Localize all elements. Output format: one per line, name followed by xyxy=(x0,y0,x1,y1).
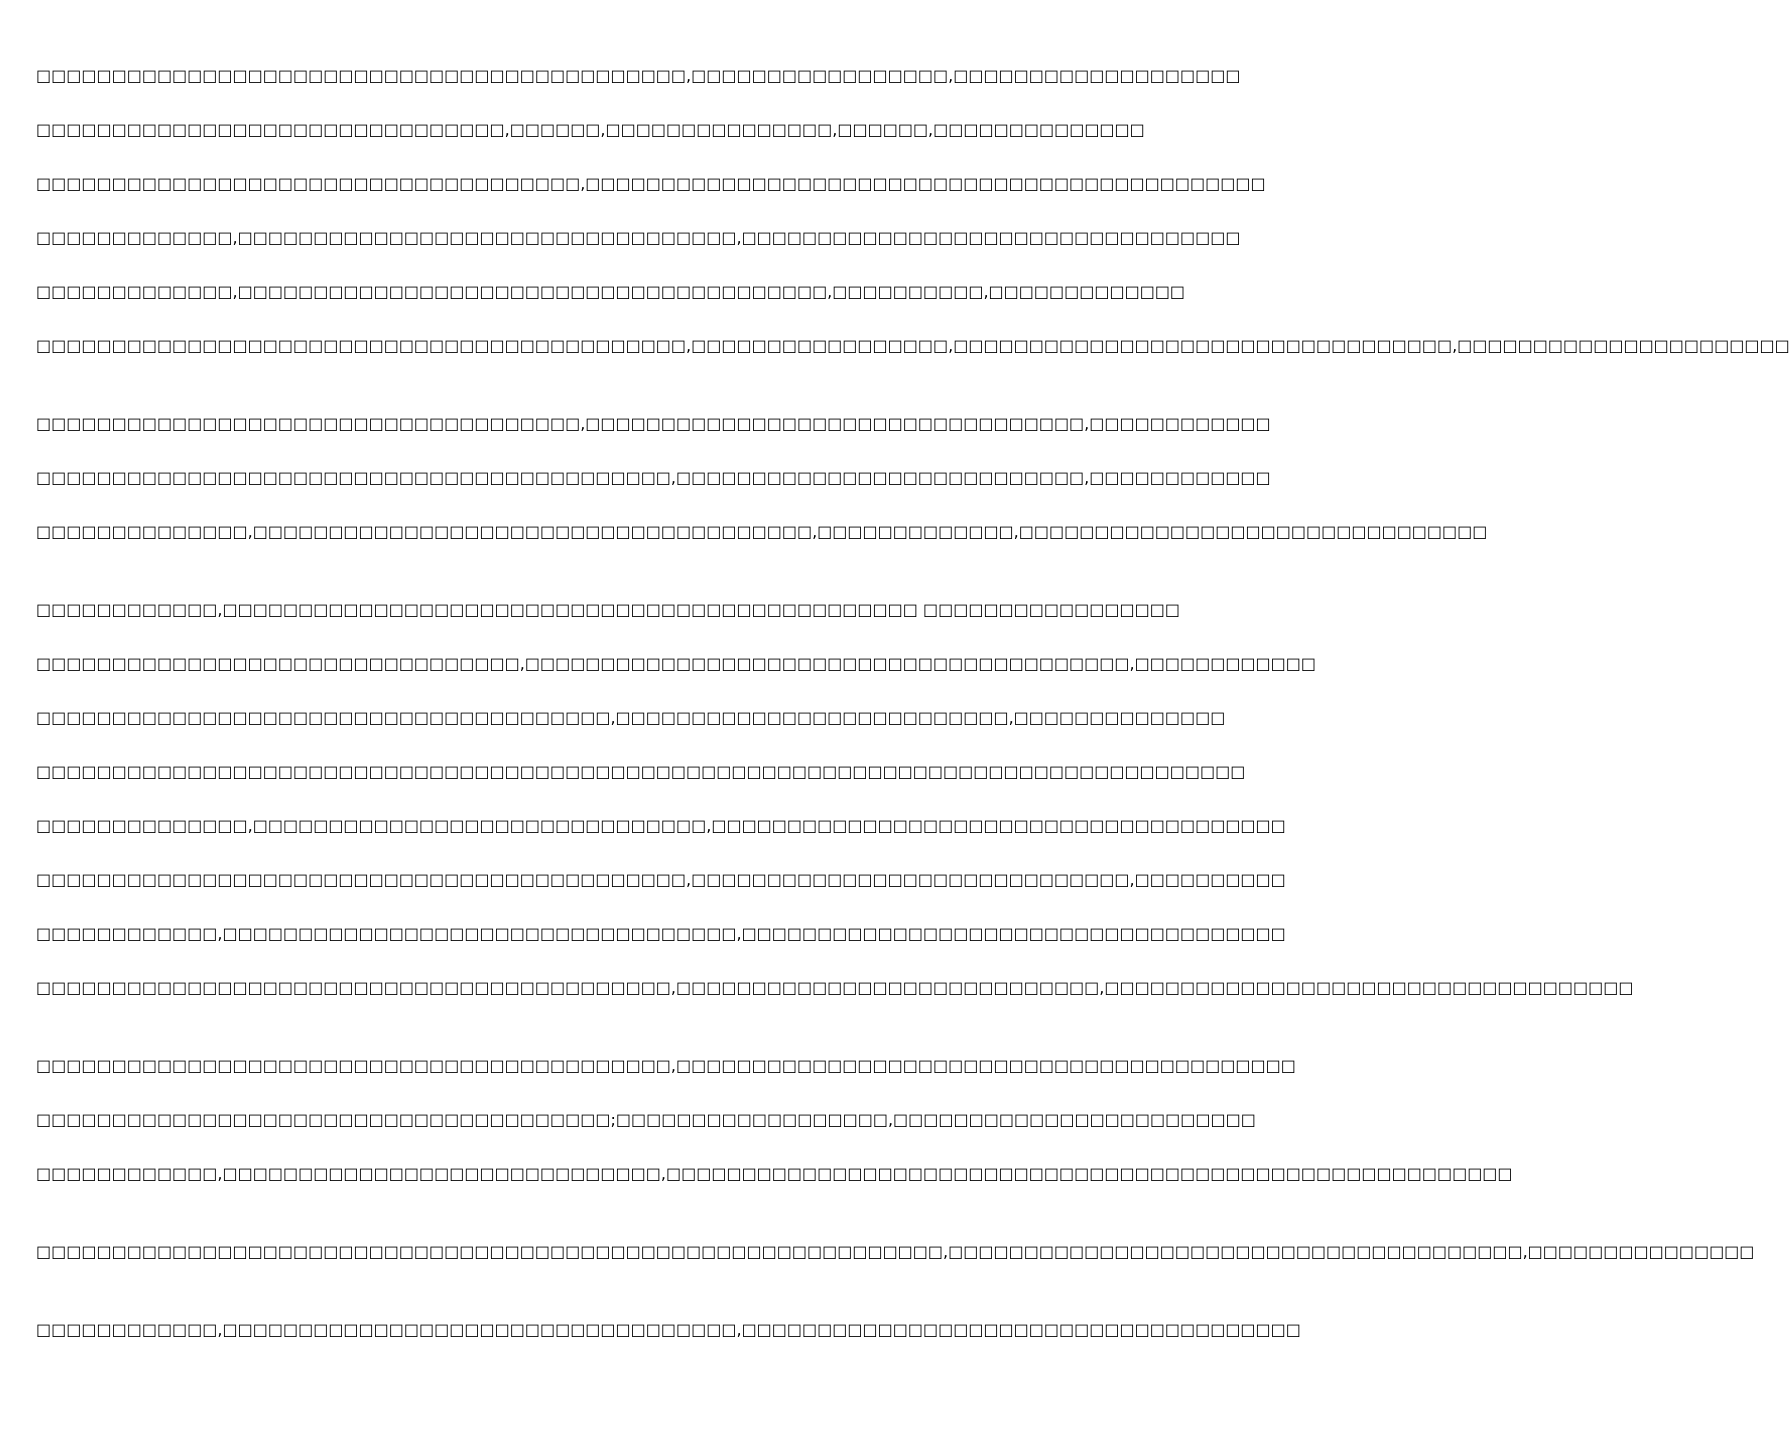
paragraph-14: □□□□□□□□□□□□□□,□□□□□□□□□□□□□□□□□□□□□□□□□□□□□□,□□□□□□□□□□□□□□□□□□□□□□□□□□□□□□□□□□□□□□ xyxy=(36,816,1286,835)
paragraph-1: □□□□□□□□□□□□□□□□□□□□□□□□□□□□□□□□□□□□□□□□□□□,□□□□□□□□□□□□□□□□□,□□□□□□□□□□□□□□□□□□□ xyxy=(36,66,1241,85)
paragraph-20: □□□□□□□□□□□□,□□□□□□□□□□□□□□□□□□□□□□□□□□□□□,□□□□□□□□□□□□□□□□□□□□□□□□□□□□□□□□□□□□□□□□□□□□□□□□□□□□□□□□ xyxy=(36,1164,1513,1183)
paragraph-22: □□□□□□□□□□□□,□□□□□□□□□□□□□□□□□□□□□□□□□□□□□□□□□□,□□□□□□□□□□□□□□□□□□□□□□□□□□□□□□□□□□□□□ xyxy=(36,1320,1301,1339)
paragraph-13: □□□□□□□□□□□□□□□□□□□□□□□□□□□□□□□□□□□□□□□□□□□□□□□□□□□□□□□□□□□□□□□□□□□□□□□□□□□□□□□□ xyxy=(36,762,1246,781)
paragraph-3: □□□□□□□□□□□□□□□□□□□□□□□□□□□□□□□□□□□□,□□□□□□□□□□□□□□□□□□□□□□□□□□□□□□□□□□□□□□□□□□□□□ xyxy=(36,174,1266,193)
paragraph-9: □□□□□□□□□□□□□□,□□□□□□□□□□□□□□□□□□□□□□□□□□□□□□□□□□□□□,□□□□□□□□□□□□□,□□□□□□□□□□□□□□□□□□□□□□□□□□□□□□□ xyxy=(36,522,1488,541)
paragraph-11: □□□□□□□□□□□□□□□□□□□□□□□□□□□□□□□□,□□□□□□□□□□□□□□□□□□□□□□□□□□□□□□□□□□□□□□□□,□□□□□□□□□□□□ xyxy=(36,654,1317,673)
paragraph-19: □□□□□□□□□□□□□□□□□□□□□□□□□□□□□□□□□□□□□□;□□□□□□□□□□□□□□□□□□,□□□□□□□□□□□□□□□□□□□□□□□□ xyxy=(36,1110,1256,1129)
paragraph-12: □□□□□□□□□□□□□□□□□□□□□□□□□□□□□□□□□□□□□□,□□□□□□□□□□□□□□□□□□□□□□□□□□,□□□□□□□□□□□□□□ xyxy=(36,708,1226,727)
paragraph-4: □□□□□□□□□□□□□,□□□□□□□□□□□□□□□□□□□□□□□□□□□□□□□□□,□□□□□□□□□□□□□□□□□□□□□□□□□□□□□□□□□ xyxy=(36,228,1241,247)
paragraph-10: □□□□□□□□□□□□,□□□□□□□□□□□□□□□□□□□□□□□□□□□□□□□□□□□□□□□□□□□□□□ □□□□□□□□□□□□□□□□□ xyxy=(36,600,1180,619)
paragraph-6: □□□□□□□□□□□□□□□□□□□□□□□□□□□□□□□□□□□□□□□□□□□,□□□□□□□□□□□□□□□□□,□□□□□□□□□□□□□□□□□□□□□□□□□□□□□□□□□,□□□□□□□□□□□□□□□□□□□□□□ xyxy=(36,336,1790,355)
paragraph-5: □□□□□□□□□□□□□,□□□□□□□□□□□□□□□□□□□□□□□□□□□□□□□□□□□□□□□,□□□□□□□□□□,□□□□□□□□□□□□□ xyxy=(36,282,1186,301)
document-page xyxy=(36,64,1790,1404)
paragraph-16: □□□□□□□□□□□□,□□□□□□□□□□□□□□□□□□□□□□□□□□□□□□□□□□,□□□□□□□□□□□□□□□□□□□□□□□□□□□□□□□□□□□□ xyxy=(36,924,1286,943)
paragraph-18: □□□□□□□□□□□□□□□□□□□□□□□□□□□□□□□□□□□□□□□□□□,□□□□□□□□□□□□□□□□□□□□□□□□□□□□□□□□□□□□□□□□□ xyxy=(36,1056,1296,1075)
paragraph-15: □□□□□□□□□□□□□□□□□□□□□□□□□□□□□□□□□□□□□□□□□□□,□□□□□□□□□□□□□□□□□□□□□□□□□□□□□,□□□□□□□□□□ xyxy=(36,870,1286,889)
paragraph-2: □□□□□□□□□□□□□□□□□□□□□□□□□□□□□□□,□□□□□□,□□□□□□□□□□□□□□□,□□□□□□,□□□□□□□□□□□□□□ xyxy=(36,120,1145,139)
paragraph-17: □□□□□□□□□□□□□□□□□□□□□□□□□□□□□□□□□□□□□□□□□□,□□□□□□□□□□□□□□□□□□□□□□□□□□□□,□□□□□□□□□□□□□□□□□□□□□□□□□□□□□□□□□□□ xyxy=(36,978,1634,997)
paragraph-21: □□□□□□□□□□□□□□□□□□□□□□□□□□□□□□□□□□□□□□□□□□□□□□□□□□□□□□□□□□□□,□□□□□□□□□□□□□□□□□□□□□□□□□□□□□□□□□□□□□□,□□□□□□□□□□□□□□□ xyxy=(36,1242,1755,1261)
paragraph-8: □□□□□□□□□□□□□□□□□□□□□□□□□□□□□□□□□□□□□□□□□□,□□□□□□□□□□□□□□□□□□□□□□□□□□□,□□□□□□□□□□□□ xyxy=(36,468,1271,487)
paragraph-7: □□□□□□□□□□□□□□□□□□□□□□□□□□□□□□□□□□□□,□□□□□□□□□□□□□□□□□□□□□□□□□□□□□□□□□,□□□□□□□□□□□□ xyxy=(36,414,1271,433)
